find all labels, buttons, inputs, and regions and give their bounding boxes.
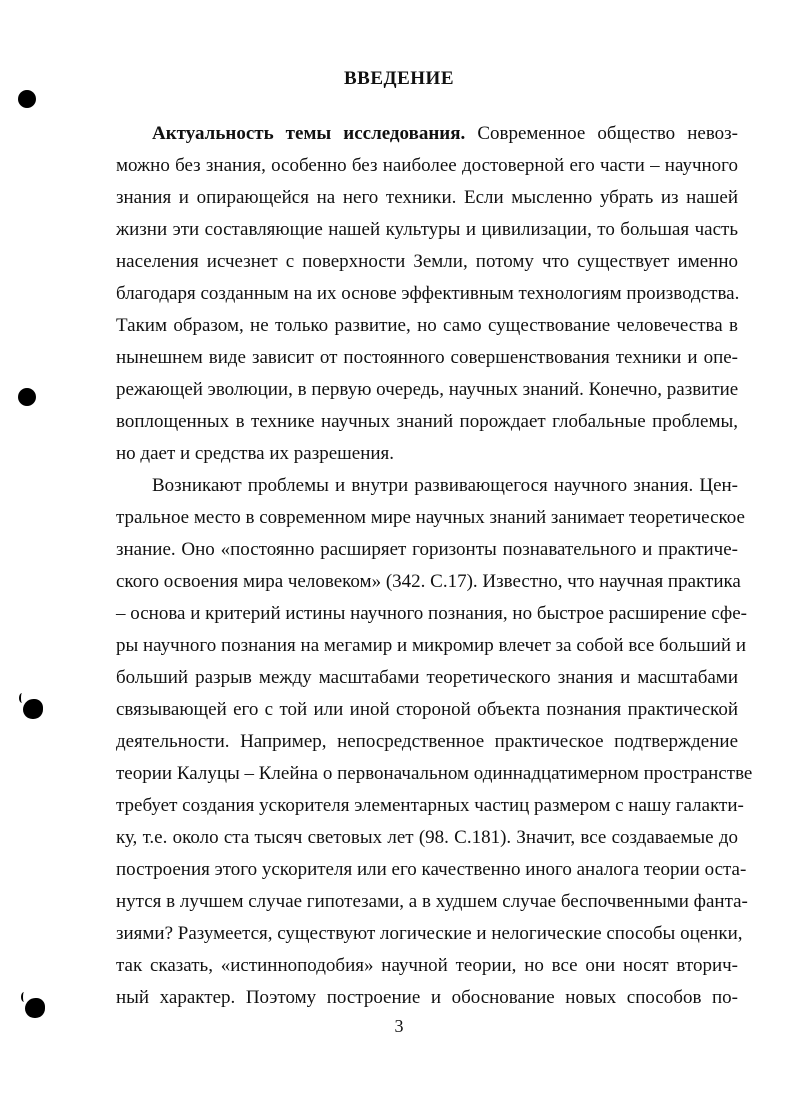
text-line: ный характер. Поэтому построение и обоснование новых способов по-: [116, 987, 738, 1008]
text-line: ку, т.е. около ста тысяч световых лет (98. С.181). Значит, все создаваемые до: [116, 827, 738, 848]
page-number: 3: [394, 1016, 404, 1036]
text-line: Возникают проблемы и внутри развивающегося научного знания. Цен-: [152, 475, 738, 496]
text-line: можно без знания, особенно без наиболее достоверной его части – научного: [116, 155, 738, 176]
text-line: благодаря созданным на их основе эффективным технологиям производства.: [116, 283, 740, 304]
lead-phrase: Актуальность темы исследования.: [152, 123, 466, 144]
text-line: требует создания ускорителя элементарных частиц размером с нашу галакти-: [116, 795, 744, 816]
text-line: зиями? Разумеется, существуют логические и нелогические способы оценки,: [116, 923, 743, 944]
text-line: Таким образом, не только развитие, но само существование человечества в: [116, 315, 738, 336]
punch-hole-mark: [25, 998, 45, 1018]
text-line: [152, 123, 738, 145]
text-line: знание. Оно «постоянно расширяет горизонты познавательного и практиче-: [116, 539, 738, 560]
text-fragment: Современное общество невоз-: [465, 123, 739, 144]
text-line: больший разрыв между масштабами теоретического знания и масштабами: [116, 667, 738, 688]
punch-hole-mark: [18, 90, 36, 108]
text-line: режающей эволюции, в первую очередь, научных знаний. Конечно, развитие: [116, 379, 739, 400]
text-line: ры научного познания на мегамир и микромир влечет за собой все больший и: [116, 635, 747, 656]
text-line: так сказать, «истинноподобия» научной теории, но все они носят вторич-: [116, 955, 738, 976]
text-line: деятельности. Например, непосредственное практическое подтверждение: [116, 731, 738, 752]
text-line: нутся в лучшем случае гипотезами, а в худшем случае беспочвенными фанта-: [116, 891, 748, 912]
text-line: нынешнем виде зависит от постоянного совершенствования техники и опе-: [116, 347, 738, 368]
text-line: но дает и средства их разрешения.: [116, 443, 395, 464]
text-line: – основа и критерий истины научного познания, но быстрое расширение сфе-: [116, 603, 747, 624]
text-line: теории Калуцы – Клейна о первоначальном одиннадцатимерном пространстве: [116, 763, 753, 784]
text-line: ского освоения мира человеком» (342. С.17). Известно, что научная практика: [116, 571, 741, 592]
text-line: тральное место в современном мире научных знаний занимает теоретическое: [116, 507, 745, 528]
text-line: построения этого ускорителя или его качественно иного аналога теории оста-: [116, 859, 747, 880]
text-line: населения исчезнет с поверхности Земли, потому что существует именно: [116, 251, 738, 272]
text-line: воплощенных в технике научных знаний порождает глобальные проблемы,: [116, 411, 738, 432]
page-title: ВВЕДЕНИЕ: [344, 68, 454, 89]
text-line: знания и опирающейся на него техники. Если мысленно убрать из нашей: [116, 187, 738, 208]
punch-hole-mark: [23, 699, 43, 719]
text-line: связывающей его с той или иной стороной объекта познания практической: [116, 699, 738, 720]
text-line: жизни эти составляющие нашей культуры и цивилизации, то большая часть: [116, 219, 738, 240]
punch-hole-mark: [18, 388, 36, 406]
